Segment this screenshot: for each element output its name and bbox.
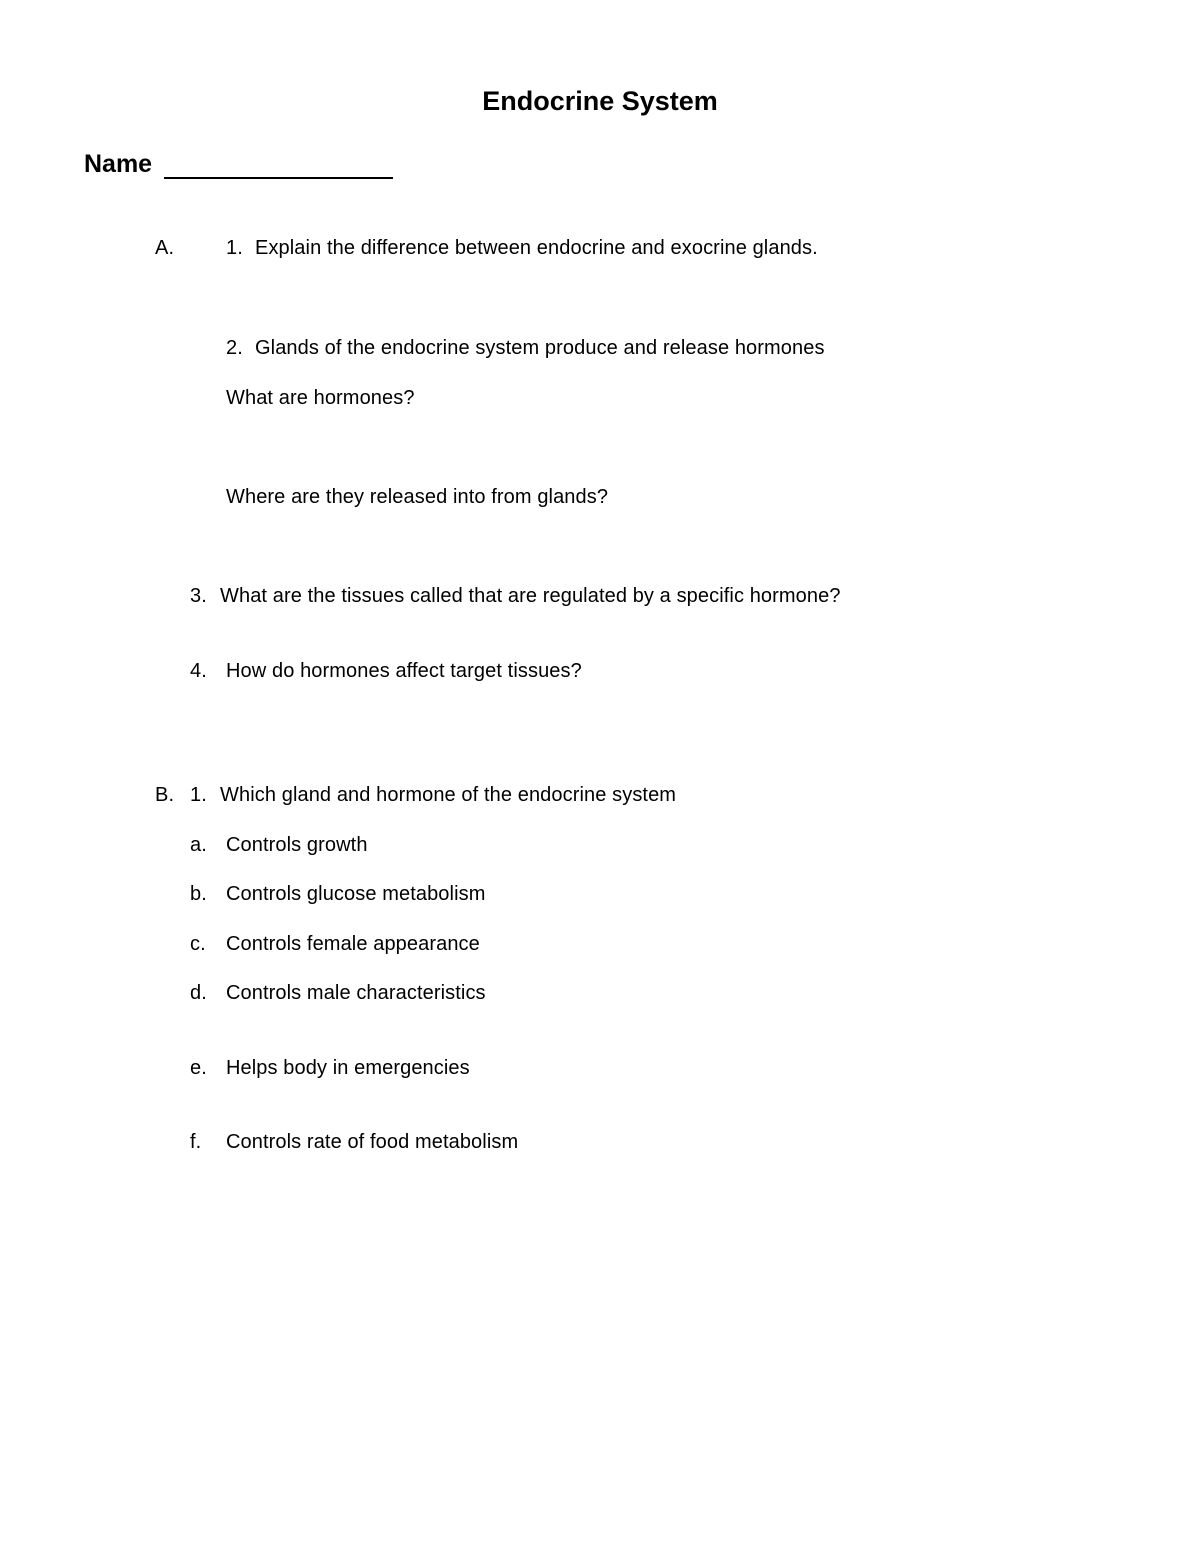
list-item-text: Controls female appearance bbox=[226, 933, 480, 955]
question-a4-number: 4. bbox=[190, 660, 207, 682]
list-item-letter: b. bbox=[190, 883, 207, 905]
question-a2-subquestion-2: Where are they released into from glands? bbox=[226, 486, 609, 508]
question-a3-text: What are the tissues called that are regulated by a specific hormone? bbox=[220, 585, 841, 607]
section-b-marker: B. bbox=[155, 784, 175, 806]
list-item-letter: f. bbox=[190, 1131, 202, 1153]
question-a2-text: Glands of the endocrine system produce and release hormones bbox=[255, 337, 825, 359]
list-item-text: Controls growth bbox=[226, 834, 368, 856]
list-item-text: Controls glucose metabolism bbox=[226, 883, 486, 905]
list-item-letter: a. bbox=[190, 834, 207, 856]
question-a2-number: 2. bbox=[226, 337, 243, 359]
list-item-letter: e. bbox=[190, 1057, 207, 1079]
question-a1-number: 1. bbox=[226, 237, 243, 259]
section-a-marker: A. bbox=[155, 237, 175, 259]
question-a1-text: Explain the difference between endocrine and exocrine glands. bbox=[255, 237, 818, 259]
name-blank-line bbox=[164, 177, 393, 179]
name-label: Name bbox=[84, 150, 153, 178]
list-item-text: Controls male characteristics bbox=[226, 982, 486, 1004]
list-item-text: Controls rate of food metabolism bbox=[226, 1131, 519, 1153]
question-a4-text: How do hormones affect target tissues? bbox=[226, 660, 582, 682]
question-b1-text: Which gland and hormone of the endocrine system bbox=[220, 784, 677, 806]
page-title: Endocrine System bbox=[482, 86, 718, 116]
list-item-letter: c. bbox=[190, 933, 206, 955]
question-b1-number: 1. bbox=[190, 784, 207, 806]
question-a2-subquestion-1: What are hormones? bbox=[226, 387, 415, 409]
list-item-letter: d. bbox=[190, 982, 207, 1004]
list-item-text: Helps body in emergencies bbox=[226, 1057, 470, 1079]
question-a3-number: 3. bbox=[190, 585, 207, 607]
